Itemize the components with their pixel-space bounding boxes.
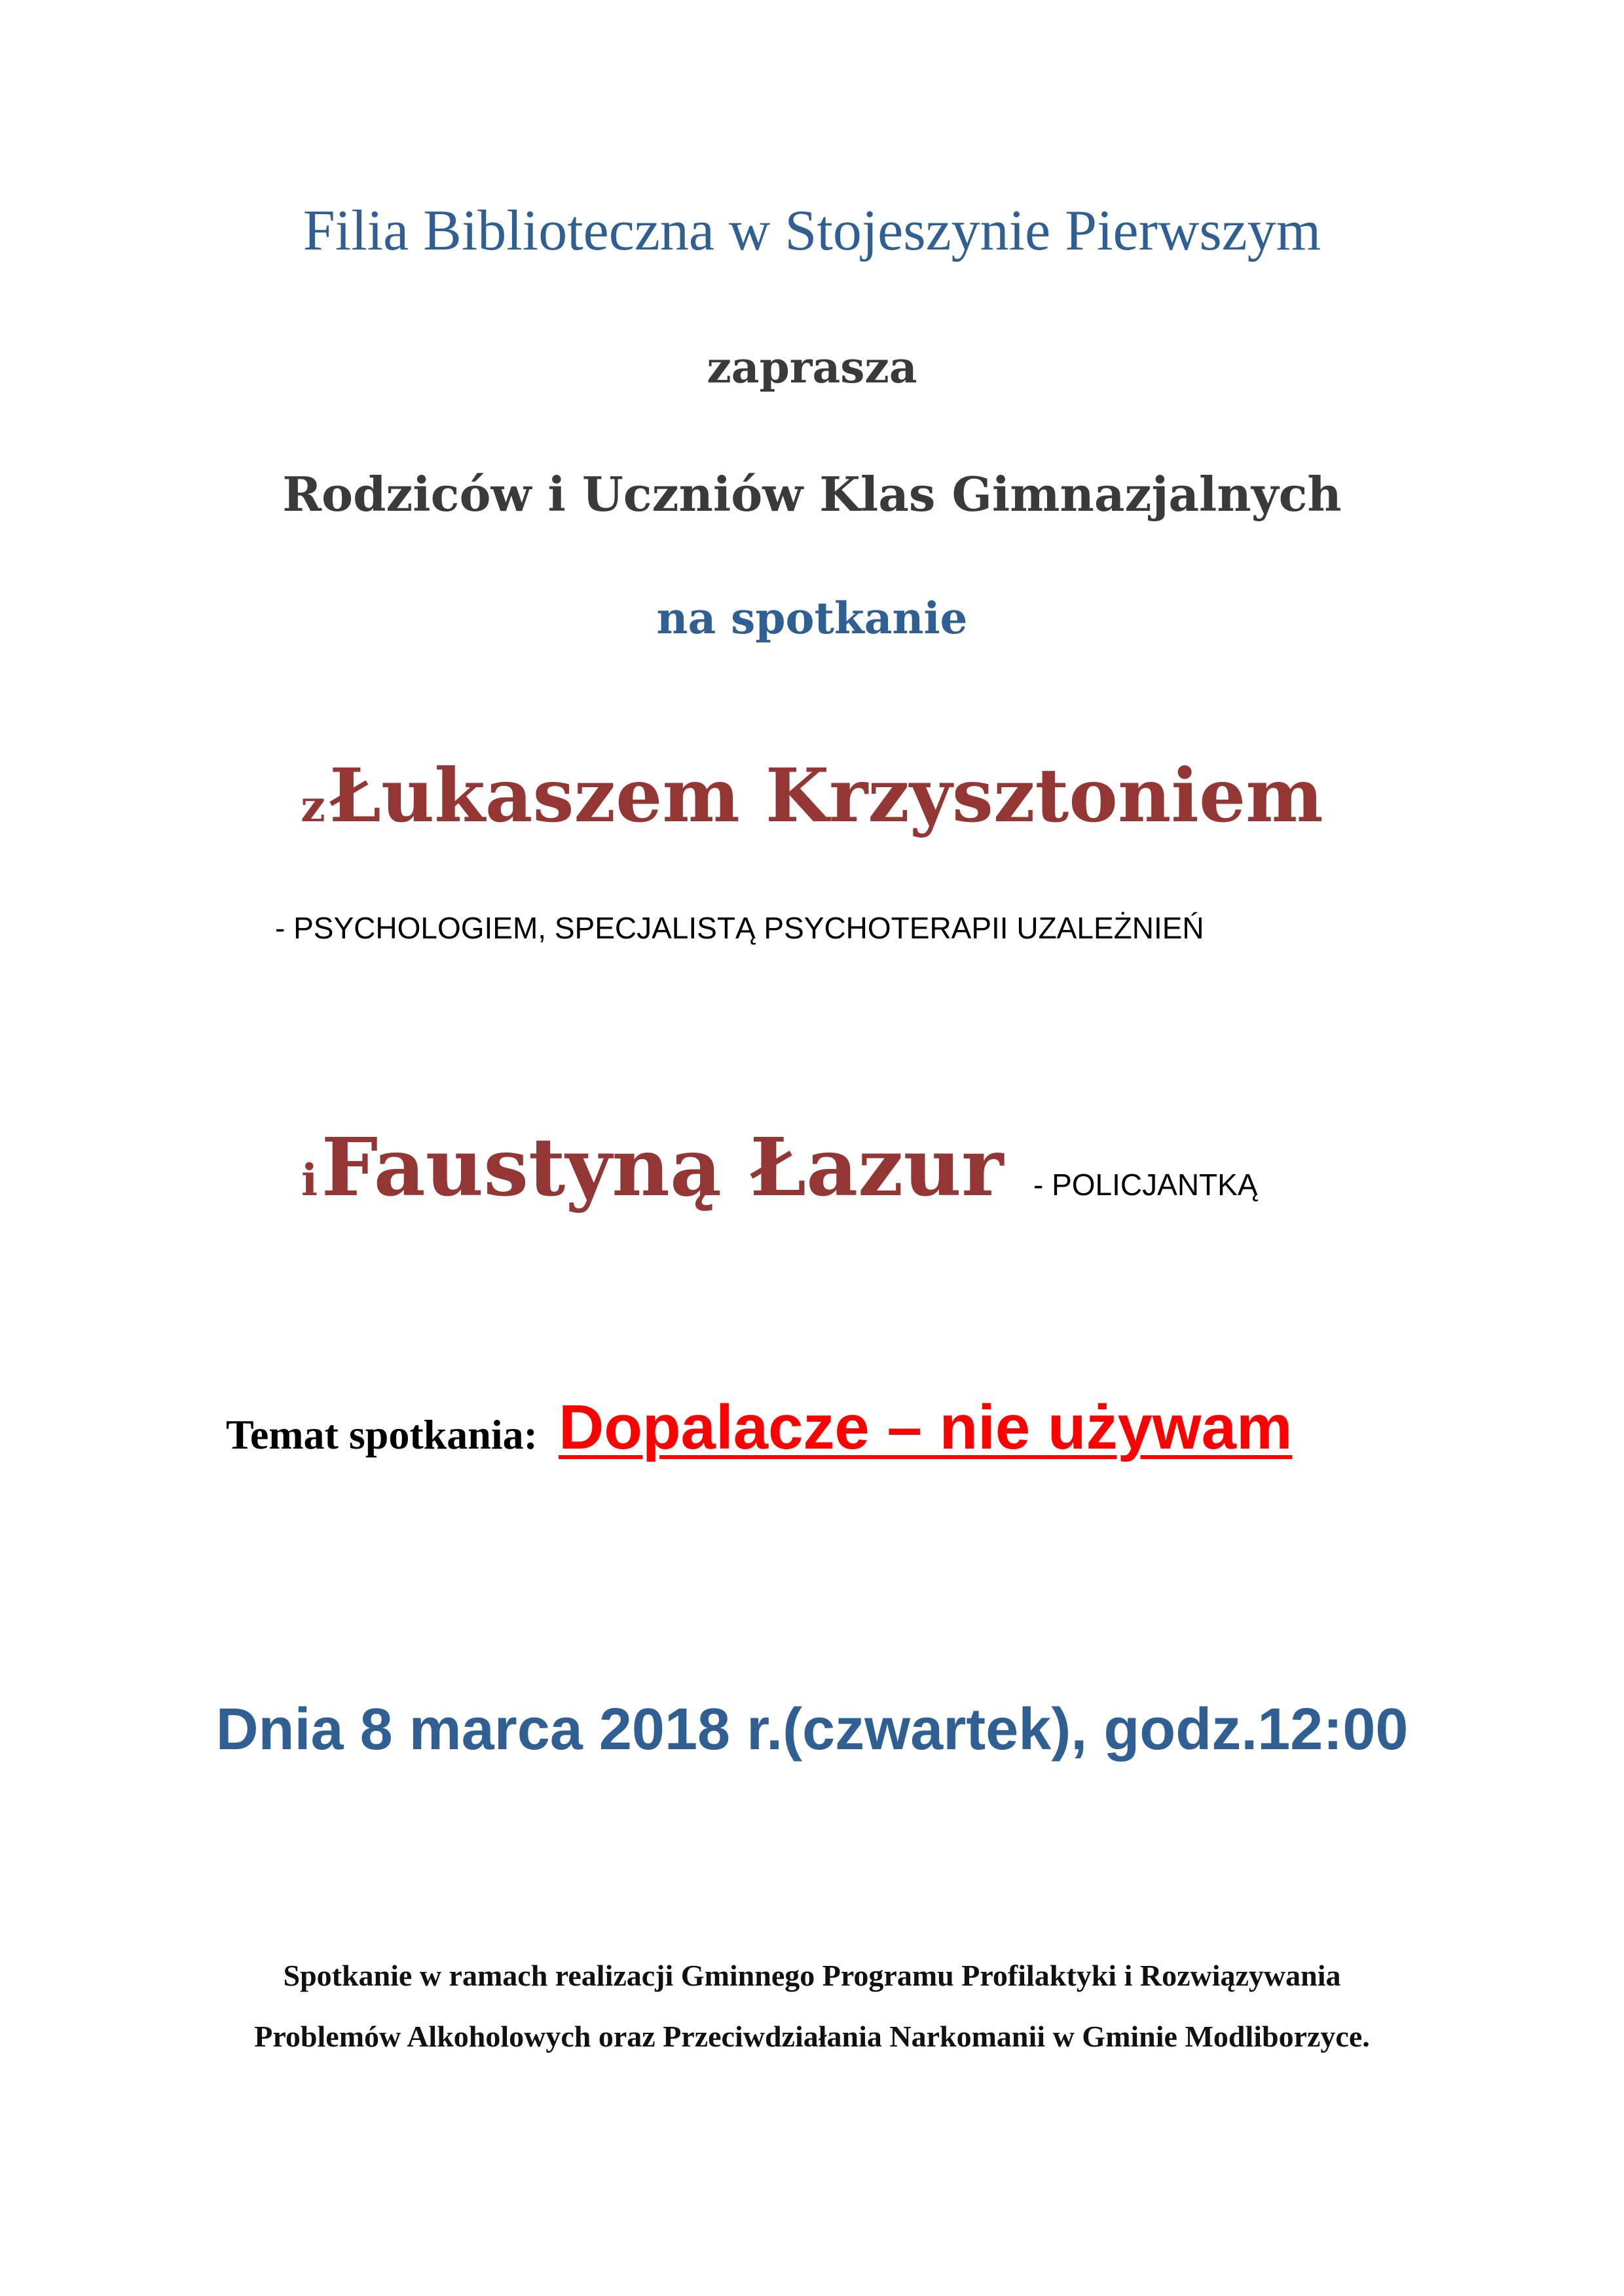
- speaker2-role: - POLICJANTKĄ: [1033, 1168, 1258, 1202]
- footer-line-1: Spotkanie w ramach realizacji Gminnego Programu Profilaktyki i Rozwiązywania: [283, 1959, 1341, 1992]
- topic-line: [226, 1392, 1292, 1464]
- invites-text: zaprasza: [707, 342, 917, 393]
- speaker2-name: Faustyną Łazur: [321, 1120, 1004, 1214]
- topic-title: Dopalacze – nie używam: [558, 1392, 1293, 1462]
- footer-line-2: Problemów Alkoholowych oraz Przeciwdziałania Narkomanii w Gminie Modliborzyce.: [254, 2020, 1370, 2053]
- speaker1-role: - PSYCHOLOGIEM, SPECJALISTĄ PSYCHOTERAPII UZALEŻNIEŃ: [275, 911, 1204, 945]
- date-time-line: Dnia 8 marca 2018 r.(czwartek), godz.12:00: [215, 1697, 1409, 1762]
- speaker1-prefix: z: [301, 781, 325, 832]
- speaker2-line: [301, 1120, 1258, 1214]
- library-name-heading: Filia Biblioteczna w Stojeszynie Pierwszym: [303, 199, 1321, 263]
- audience-text: Rodziców i Uczniów Klas Gimnazjalnych: [282, 466, 1342, 522]
- speaker1-name: Łukaszem Krzysztoniem: [329, 753, 1323, 839]
- speaker1-line: [0, 753, 1624, 839]
- speaker2-prefix: i: [301, 1155, 318, 1206]
- topic-label: Temat spotkania:: [226, 1411, 538, 1458]
- meeting-text: na spotkanie: [656, 593, 968, 644]
